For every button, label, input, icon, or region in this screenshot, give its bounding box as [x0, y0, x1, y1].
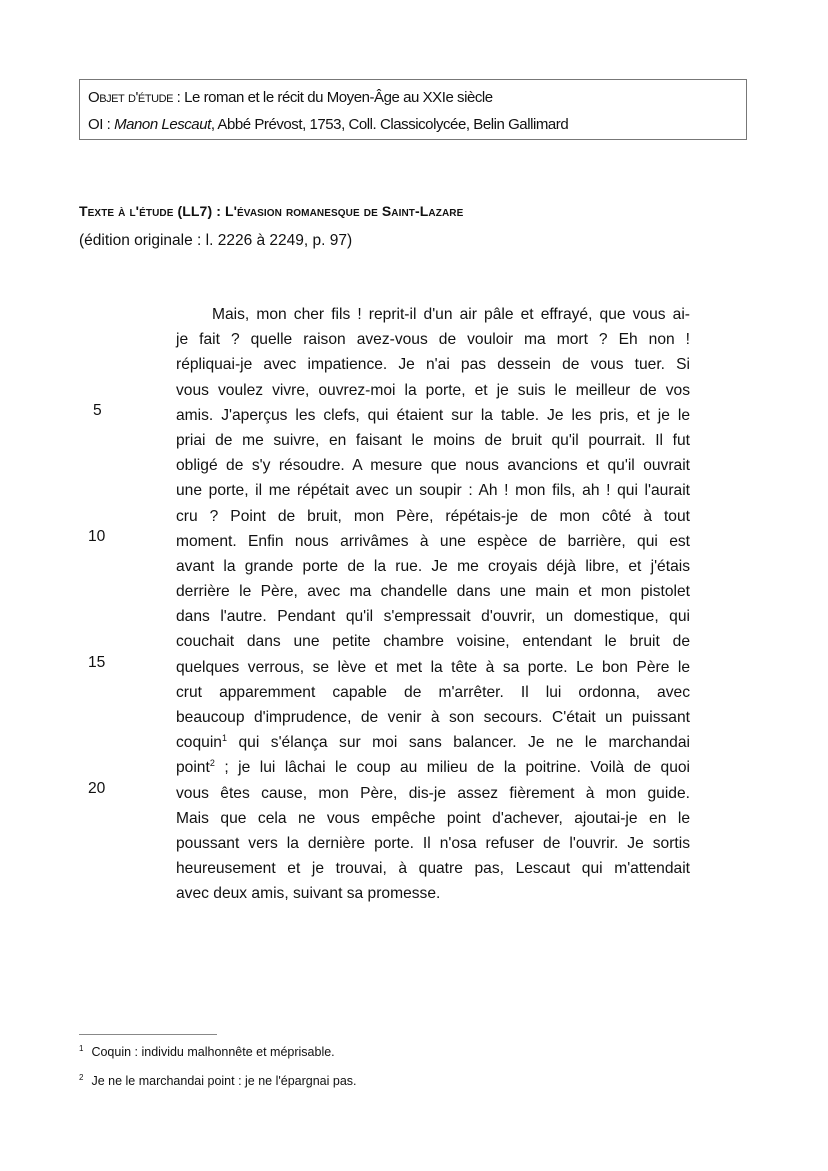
- work-label: OI :: [88, 116, 115, 133]
- footnote-text: Je ne le marchandai point : je ne l'épargnai pas.: [91, 1074, 357, 1088]
- footnote: [79, 1045, 335, 1059]
- text-title: Texte à l'étude (LL7) : L'évasion romanesque de Saint-Lazare: [79, 203, 464, 219]
- text-fragment: Mais, mon cher fils ! reprit-il d'un air pâle et effrayé, que vous ai-: [212, 306, 690, 323]
- footnote-ref: 1: [221, 733, 227, 743]
- text-fragment: poussant vers la dernière porte. Il n'osa refuser de l'ouvrir. Je sortis: [176, 834, 690, 852]
- text-line: [176, 378, 690, 403]
- text-fragment: vous voulez vivre, ouvrez-moi la porte, et je suis le meilleur de vos: [176, 381, 690, 399]
- text-line: [176, 856, 690, 881]
- line-number: 5: [93, 402, 102, 419]
- text-fragment: je fait ? quelle raison avez-vous de vouloir ma mort ? Eh non !: [176, 331, 690, 349]
- text-line: [176, 579, 690, 604]
- text-fragment: vous êtes cause, mon Père, dis-je assez fièrement à mon guide.: [176, 784, 690, 802]
- study-object-value: : Le roman et le récit du Moyen-Âge au XXIe siècle: [172, 89, 493, 106]
- study-object-line: [88, 89, 493, 106]
- line-number: 20: [88, 780, 106, 797]
- text-fragment: moment. Enfin nous arrivâmes à une espèce de barrière, qui est: [176, 532, 690, 550]
- text-fragment: coquin: [176, 734, 222, 752]
- text-fragment: point: [176, 759, 210, 777]
- footnote-separator: [79, 1034, 217, 1035]
- text-line: [176, 529, 690, 554]
- text-line: [176, 831, 690, 856]
- text-line: [176, 403, 690, 428]
- text-fragment: amis. J'aperçus les clefs, qui étaient sur la table. Je les pris, et je le: [176, 406, 690, 424]
- text-line: [176, 453, 690, 478]
- text-line: [176, 604, 690, 629]
- line-number: 15: [88, 654, 106, 671]
- text-line: [176, 327, 690, 352]
- text-line: [176, 806, 690, 831]
- text-fragment: avant la grande porte de la rue. Je me croyais déjà libre, et j'étais: [176, 557, 690, 575]
- text-line: [176, 302, 690, 327]
- text-fragment: qui s'élança sur moi sans balancer. Je ne le marchandai: [226, 734, 690, 752]
- text-line: [176, 352, 690, 377]
- text-line: [176, 705, 690, 730]
- work-title: Manon Lescaut: [114, 116, 211, 133]
- text-fragment: dans l'autre. Pendant qu'il s'empressait d'ouvrir, un domestique, qui: [176, 608, 690, 626]
- text-line: [176, 730, 690, 755]
- text-fragment: derrière le Père, avec ma chandelle dans une main et mon pistolet: [176, 583, 690, 601]
- footnote-number: 1: [79, 1043, 84, 1053]
- study-object-box: [79, 79, 747, 140]
- text-line: [176, 504, 690, 529]
- study-object-label: Objet d'étude: [88, 89, 173, 106]
- work-line: [88, 116, 568, 133]
- text-fragment: heureusement et je trouvai, à quatre pas, Lescaut qui m'attendait: [176, 860, 690, 878]
- edition-reference: (édition originale : l. 2226 à 2249, p. 97): [79, 232, 353, 249]
- text-line: [176, 428, 690, 453]
- footnote: [79, 1074, 357, 1088]
- text-line: [176, 881, 690, 906]
- text-fragment: avec deux amis, suivant sa promesse.: [176, 885, 441, 903]
- footnote-number: 2: [79, 1072, 84, 1082]
- text-fragment: répliquai-je avec impatience. Je n'ai pas dessein de vous tuer. Si: [176, 356, 690, 374]
- text-fragment: crut apparemment capable de m'arrêter. Il lui ordonna, avec: [176, 683, 690, 701]
- text-fragment: priai de me suivre, en faisant le moins de bruit qu'il pourrait. Il fut: [176, 431, 690, 449]
- footnote-ref: 2: [209, 758, 215, 769]
- text-fragment: quelques verrous, se lève et met la tête à sa porte. Le bon Père le: [176, 658, 690, 676]
- text-line: [176, 755, 690, 780]
- text-fragment: beaucoup d'imprudence, de venir à son secours. C'était un puissant: [176, 709, 690, 726]
- text-fragment: cru ? Point de bruit, mon Père, répétais-je de mon côté à tout: [176, 507, 690, 525]
- text-fragment: ; je lui lâchai le coup au milieu de la poitrine. Voilà de quoi: [214, 759, 690, 777]
- text-line: [176, 629, 690, 654]
- text-fragment: obligé de s'y résoudre. A mesure que nous avancions et qu'il ouvrait: [176, 457, 690, 475]
- text-fragment: couchait dans une petite chambre voisine, entendant le bruit de: [176, 633, 690, 651]
- text-line: [176, 478, 690, 503]
- text-fragment: Mais que cela ne vous empêche point d'achever, ajoutai-je en le: [176, 809, 690, 827]
- text-line: [176, 655, 690, 680]
- text-fragment: une porte, il me répétait avec un soupir : Ah ! mon fils, ah ! qui l'aurait: [176, 482, 690, 500]
- footnote-text: Coquin : individu malhonnête et méprisable.: [91, 1045, 335, 1059]
- text-line: [176, 554, 690, 579]
- text-line: [176, 781, 690, 806]
- line-number: 10: [88, 528, 106, 545]
- excerpt-text: [176, 302, 690, 907]
- text-line: [176, 680, 690, 705]
- work-details: , Abbé Prévost, 1753, Coll. Classicolycée, Belin Gallimard: [210, 116, 569, 133]
